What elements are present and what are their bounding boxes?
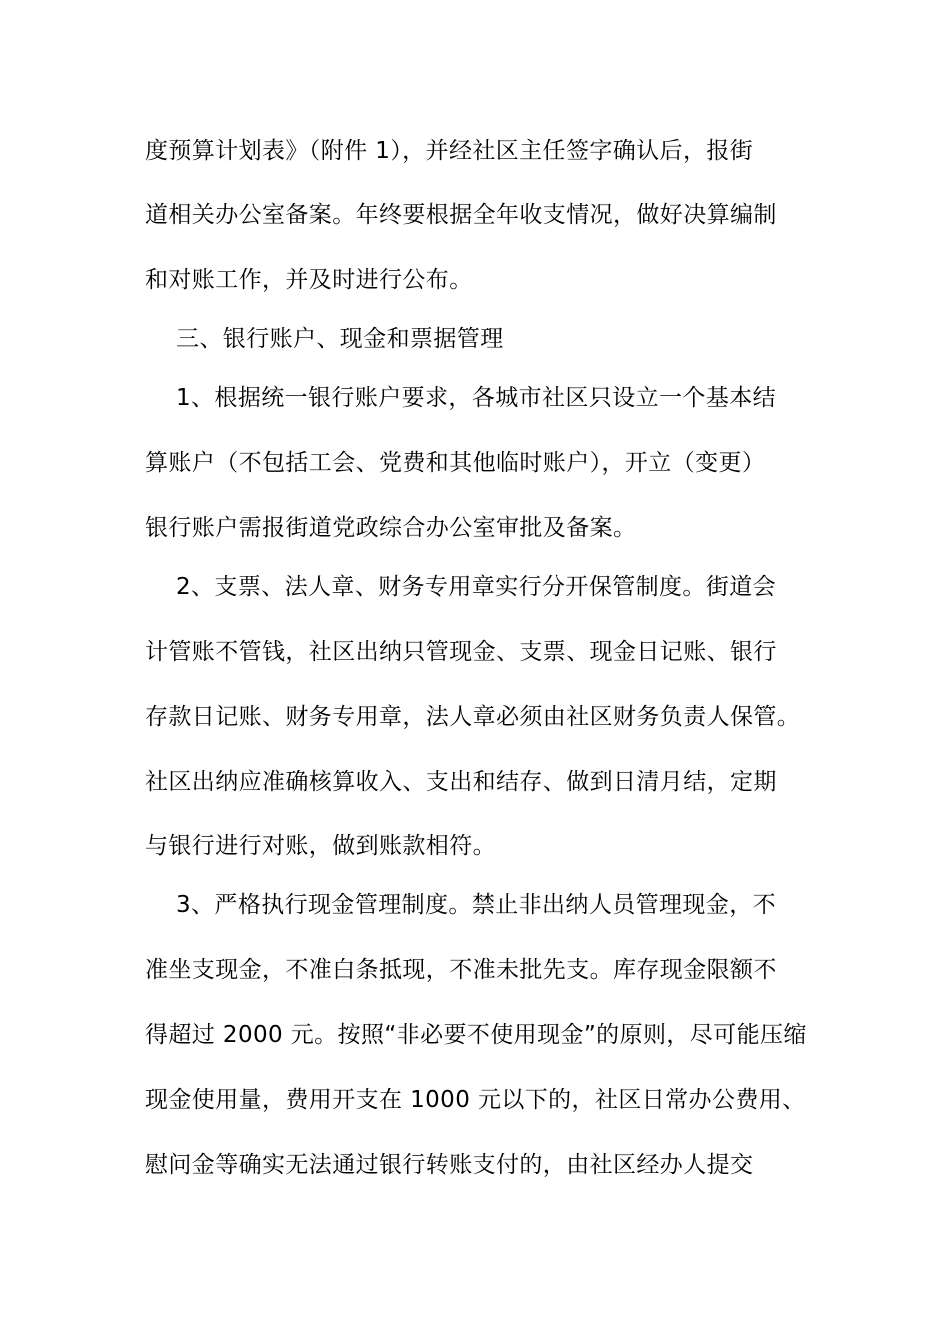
text-line: 银行账户需报街道党政综合办公室审批及备案。 bbox=[145, 515, 637, 541]
text-line: 与银行进行对账，做到账款相符。 bbox=[145, 833, 496, 859]
text-line: 社区出纳应准确核算收入、支出和结存、做到日清月结，定期 bbox=[145, 769, 777, 795]
text-line: 2、支票、法人章、财务专用章实行分开保管制度。街道会 bbox=[176, 574, 777, 600]
text-line: 慰问金等确实无法通过银行转账支付的，由社区经办人提交 bbox=[145, 1152, 754, 1178]
text-line: 存款日记账、财务专用章，法人章必须由社区财务负责人保管。 bbox=[145, 704, 801, 730]
text-line: 度预算计划表》（附件 1），并经社区主任签字确认后，报街 bbox=[145, 138, 754, 164]
section-heading: 三、银行账户、现金和票据管理 bbox=[176, 326, 504, 352]
text-line: 计管账不管钱，社区出纳只管现金、支票、现金日记账、银行 bbox=[145, 639, 777, 665]
text-line: 现金使用量，费用开支在 1000 元以下的，社区日常办公费用、 bbox=[145, 1087, 806, 1113]
text-line: 算账户（不包括工会、党费和其他临时账户），开立（变更） bbox=[145, 450, 766, 476]
text-line: 1、根据统一银行账户要求，各城市社区只设立一个基本结 bbox=[176, 385, 777, 411]
text-line: 得超过 2000 元。按照“非必要不使用现金”的原则，尽可能压缩 bbox=[145, 1022, 807, 1048]
text-line: 准坐支现金，不准白条抵现，不准未批先支。库存现金限额不 bbox=[145, 957, 777, 983]
text-line: 3、严格执行现金管理制度。禁止非出纳人员管理现金，不 bbox=[176, 892, 777, 918]
text-line: 道相关办公室备案。年终要根据全年收支情况，做好决算编制 bbox=[145, 202, 777, 228]
text-line: 和对账工作，并及时进行公布。 bbox=[145, 267, 473, 293]
